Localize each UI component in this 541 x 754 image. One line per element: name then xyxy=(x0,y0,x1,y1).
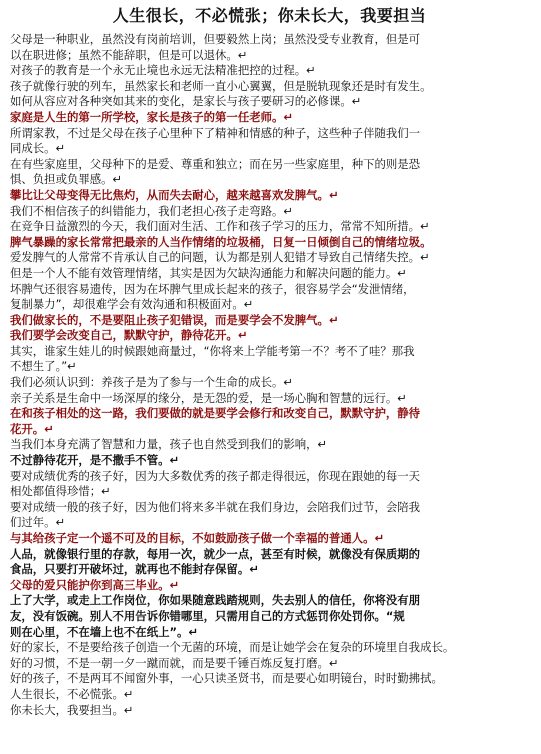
emphasis-line: 不过静待花开，是不撒手不管。↵ xyxy=(10,453,180,468)
paragraph-line: 但是一个人不能有效管理情绪，其实是因为欠缺沟通能力和解决问题的能力。↵ xyxy=(10,265,407,280)
emphasis-line: 我们要学会改变自己，默默守护，静待花开。↵ xyxy=(10,328,248,343)
paragraph-line: 所谓家教，不过是父母在孩子心里种下了精神和情感的种子，这些种子伴随我们一 xyxy=(10,125,421,140)
document-body xyxy=(10,32,529,718)
paragraph-line: 好的习惯，不是一朝一夕一蹴而就，而是要千锤百炼反复打磨。↵ xyxy=(10,655,339,670)
paragraph-line: 们过年。↵ xyxy=(10,515,66,530)
paragraph-line: 好的孩子，不是两耳不闻窗外事，一心只读圣贤书，而是要心如明镜台，时时勤拂拭。 xyxy=(10,671,443,686)
paragraph-line: 我们不相信孩子的纠错能力，我们老担心孩子走弯路。↵ xyxy=(10,203,293,218)
emphasis-line: 食品，只要打开破坏过，就再也不能封存保留。↵ xyxy=(10,562,259,577)
emphasis-line: 父母的爱只能护你到高三毕业。↵ xyxy=(10,577,180,592)
paragraph-line: 你未长大，我要担当。↵ xyxy=(10,702,134,717)
paragraph-line: 如何从容应对各种突如其来的变化，是家长与孩子要研习的必修课。↵ xyxy=(10,94,362,109)
emphasis-line: 攀比让父母变得无比焦灼，从而失去耐心，越来越喜欢发脾气。↵ xyxy=(10,187,339,202)
document-title: 人生很长，不必慌张；你未长大，我要担当 xyxy=(112,6,427,25)
emphasis-line: 人品，就像银行里的存款，每用一次，就少一点，甚至有时候，就像没有保质期的 xyxy=(10,546,421,561)
paragraph-line: 人生很长，不必慌张。↵ xyxy=(10,686,134,701)
emphasis-line: 友，没有饭碗。别人不用告诉你错哪里，只需用自己的方式惩罚你处罚你。“规 xyxy=(10,608,405,623)
paragraph-line: 孩子就像行驶的列车，虽然家长和老师一直小心翼翼，但是脱轨现象还是时有发生。 xyxy=(10,78,432,93)
paragraph-line: 其实，谁家生娃儿的时候跟她商量过，“你将来上学能考第一不？考不了哇？那我 xyxy=(10,343,415,358)
paragraph-line: 当我们本身充满了智慧和力量，孩子也自然受到我们的影响，↵ xyxy=(10,437,328,452)
emphasis-line: 与其给孩子定一个遥不可及的目标，不如鼓励孩子做一个幸福的普通人。↵ xyxy=(10,531,385,545)
paragraph-line: 父母是一种职业，虽然没有岗前培训，但要毅然上岗；虽然没受专业教育，但是可 xyxy=(10,32,421,46)
paragraph-line: 我们必须认识到：养孩子是为了参与一个生命的成长。↵ xyxy=(10,375,293,390)
emphasis-line: 脾气暴躁的家长常常把最亲的人当作情绪的垃圾桶，日复一日倾倒自己的情绪垃圾。 xyxy=(10,234,432,249)
paragraph-line: 惧、负担或负罪感。↵ xyxy=(10,172,123,187)
emphasis-line: 花开。↵ xyxy=(10,421,54,436)
paragraph-line: 在竞争日益激烈的今天，我们面对生活、工作和孩子学习的压力，常常不知所措。↵ xyxy=(10,219,430,234)
paragraph-line: 爱发脾气的人常常不肯承认自己的问题，认为都是别人犯错才导致自己情绪失控。↵ xyxy=(10,250,430,265)
paragraph-line: 在有些家庭里，父母种下的是爱、尊重和独立；而在另一些家庭里，种下的则是恐 xyxy=(10,156,421,171)
paragraph-line: 相处都值得珍惜；↵ xyxy=(10,484,111,499)
paragraph-line: 亲子关系是生命中一场深厚的缘分，是无怨的爱，是一场心胸和智慧的远行。↵ xyxy=(10,390,407,405)
emphasis-line: 在和孩子相处的这一路，我们要做的就是要学会修行和改变自己，默默守护，静待 xyxy=(10,406,421,421)
paragraph-line: 复制暴力”，却很难学会有效沟通和积极面对。↵ xyxy=(10,297,254,312)
emphasis-line: 上了大学，或走上工作岗位，你如果随意践踏规则，失去别人的信任，你将没有朋 xyxy=(10,593,421,608)
emphasis-line: 我们做家长的，不是要阻止孩子犯错误，而是要学会不发脾气。↵ xyxy=(10,312,339,327)
paragraph-line: 以在职进修；虽然不能辞职，但是可以退休。↵ xyxy=(10,47,248,62)
emphasis-line: 家庭是人生的第一所学校，家长是孩子的第一任老师。↵ xyxy=(10,109,293,124)
paragraph-line: 好的家长，不是要给孩子创造一个无菌的环境，而是让她学会在复杂的环境里自我成长。 xyxy=(10,640,455,655)
paragraph-line: 不想生了。”↵ xyxy=(10,359,77,374)
emphasis-line: 则在心里，不在墙上也不在纸上”。↵ xyxy=(10,624,198,639)
paragraph-line: 要对成绩一般的孩子好，因为他们将来多半就在我们身边，会陪我们过节，会陪我 xyxy=(10,499,421,514)
paragraph-line: 同成长。↵ xyxy=(10,141,66,156)
paragraph-line: 坏脾气还很容易遗传，因为在坏脾气里成长起来的孩子，很容易学会“发泄情绪， xyxy=(10,281,415,296)
paragraph-line: 对孩子的教育是一个永无止境也永远无法精准把控的过程。↵ xyxy=(10,63,316,78)
paragraph-line: 要对成绩优秀的孩子好，因为大多数优秀的孩子都走得很远，你现在跟她的每一天 xyxy=(10,468,421,483)
